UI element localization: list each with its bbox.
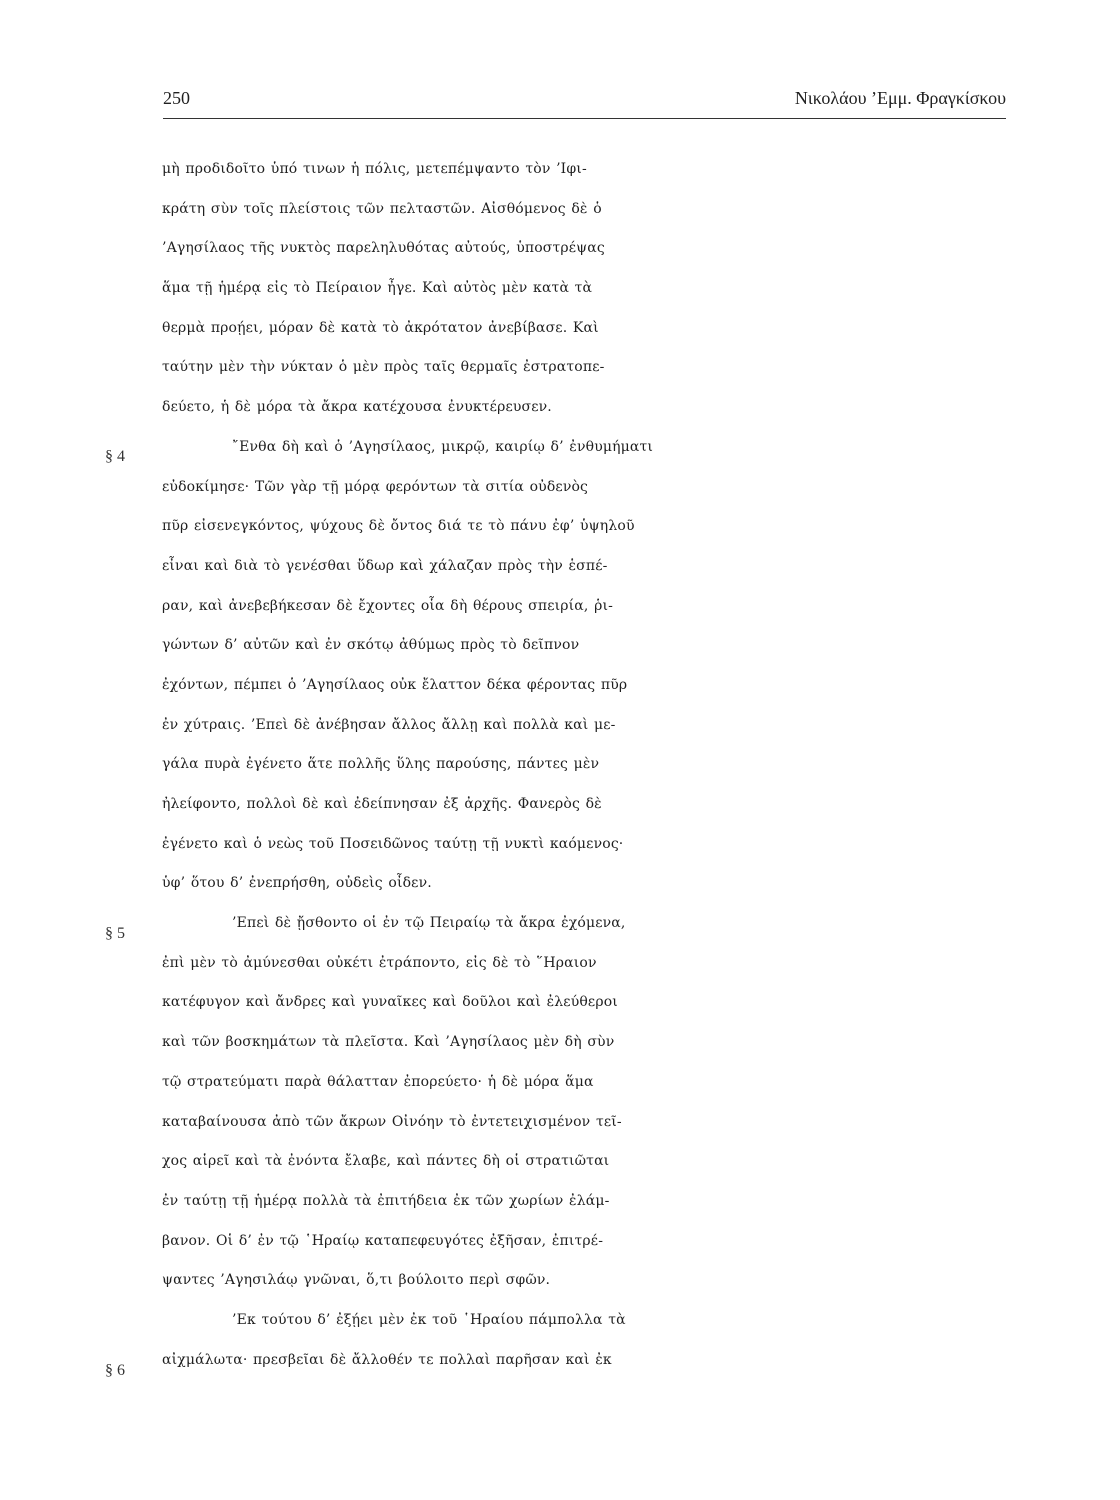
text-line: γώντων δ’ αὐτῶν καὶ ἐν σκότῳ ἀθύμως πρὸς τὸ δεῖπνον [162, 637, 580, 654]
text-line: ἐν χύτραις. ’Επεὶ δὲ ἀνέβησαν ἄλλος ἄλλῃ καὶ πολλὰ καὶ με- [162, 716, 616, 733]
body-text [162, 150, 1010, 1380]
text-line: ἐν ταύτῃ τῇ ἡμέρᾳ πολλὰ τὰ ἐπιτήδεια ἐκ τῶν χωρίων ἐλάμ- [162, 1192, 610, 1209]
text-line: ἐχόντων, πέμπει ὁ ’Αγησίλαος οὐκ ἔλαττον δέκα φέροντας πῦρ [162, 676, 628, 693]
page-number: 250 [163, 88, 190, 108]
text-line: αἰχμάλωτα· πρεσβεῖαι δὲ ἄλλοθέν τε πολλαὶ παρῆσαν καὶ ἐκ [162, 1351, 612, 1368]
text-line: ταύτην μὲν τὴν νύκταν ὁ μὲν πρὸς ταῖς θερμαῖς ἐστρατοπε- [162, 359, 605, 376]
text-line: χος αἱρεῖ καὶ τὰ ἐνόντα ἔλαβε, καὶ πάντες δὴ οἱ στρατιῶται [162, 1153, 610, 1170]
text-line: πῦρ εἰσενεγκόντος, ψύχους δὲ ὄντος διά τε τὸ πάνυ ἐφ’ ὑψηλοῦ [162, 518, 635, 535]
text-line: τῷ στρατεύματι παρὰ θάλατταν ἐπορεύετο· ἡ δὲ μόρα ἅμα [162, 1073, 594, 1090]
text-line: βανον. Οἱ δ’ ἐν τῷ ῾Ηραίῳ καταπεφευγότες ἐξῆσαν, ἐπιτρέ- [162, 1232, 604, 1249]
text-line-paragraph-start: ’Εκ τούτου δ’ ἐξῄει μὲν ἐκ τοῦ ῾Ηραίου πάμπολλα τὰ [232, 1311, 626, 1328]
text-line: ἅμα τῇ ἡμέρᾳ εἰς τὸ Πείραιον ἦγε. Καὶ αὐτὸς μὲν κατὰ τὰ [162, 280, 593, 297]
text-line: γάλα πυρὰ ἐγένετο ἅτε πολλῆς ὕλης παρούσης, πάντες μὲν [162, 756, 600, 773]
text-line: εἶναι καὶ διὰ τὸ γενέσθαι ὕδωρ καὶ χάλαζαν πρὸς τὴν ἑσπέ- [162, 557, 608, 574]
text-line-paragraph-start: ’Επεὶ δὲ ᾔσθοντο οἱ ἐν τῷ Πειραίῳ τὰ ἄκρα ἐχόμενα, [232, 915, 626, 932]
text-line: ἐπὶ μὲν τὸ ἀμύνεσθαι οὐκέτι ἐτράποντο, εἰς δὲ τὸ ῞Ηραιον [162, 954, 597, 971]
text-line: δεύετο, ἡ δὲ μόρα τὰ ἄκρα κατέχουσα ἐνυκτέρευσεν. [162, 399, 552, 416]
text-line: μὴ προδιδοῖτο ὑπό τινων ἡ πόλις, μετεπέμψαντο τὸν ’Ιφι- [162, 161, 587, 177]
text-line-paragraph-start: ῎Ενθα δὴ καὶ ὁ ’Αγησίλαος, μικρῷ, καιρίῳ δ’ ἐνθυμήματι [232, 438, 654, 455]
text-line: ὑφ’ ὅτου δ’ ἐνεπρήσθη, οὐδεὶς οἶδεν. [162, 875, 432, 892]
text-line: ἐγένετο καὶ ὁ νεὼς τοῦ Ποσειδῶνος ταύτῃ τῇ νυκτὶ καόμενος· [162, 835, 624, 852]
header-rule [163, 118, 1006, 119]
text-line: ψαντες ’Αγησιλάῳ γνῶναι, ὅ,τι βούλοιτο περὶ σφῶν. [162, 1272, 551, 1289]
text-line: ’Αγησίλαος τῆς νυκτὸς παρεληλυθότας αὐτούς, ὑποστρέψας [162, 240, 605, 257]
text-line: ραν, καὶ ἀνεβεβήκεσαν δὲ ἔχοντες οἷα δὴ θέρους σπειρία, ῥι- [162, 597, 613, 614]
running-head [163, 88, 1006, 116]
section-mark-6: § 6 [105, 1362, 125, 1379]
text-line: καταβαίνουσα ἀπὸ τῶν ἄκρων Οἰνόην τὸ ἐντετειχισμένον τεῖ- [162, 1113, 622, 1130]
text-line: κράτη σὺν τοῖς πλείστοις τῶν πελταστῶν. Αἰσθόμενος δὲ ὁ [162, 200, 602, 217]
text-line: καὶ τῶν βοσκημάτων τὰ πλεῖστα. Καὶ ’Αγησίλαος μὲν δὴ σὺν [162, 1034, 615, 1051]
section-mark-5: § 5 [105, 925, 125, 942]
text-line: κατέφυγον καὶ ἄνδρες καὶ γυναῖκες καὶ δοῦλοι καὶ ἐλεύθεροι [162, 994, 618, 1011]
text-line: εὐδοκίμησε· Τῶν γὰρ τῇ μόρᾳ φερόντων τὰ σιτία οὐδενὸς [162, 478, 589, 495]
running-title: Νικολάου ’Εμμ. Φραγκίσκου [794, 88, 1006, 108]
section-mark-4: § 4 [105, 448, 125, 465]
text-line: ἠλείφοντο, πολλοὶ δὲ καὶ ἐδείπνησαν ἐξ ἀρχῆς. Φανερὸς δὲ [162, 796, 602, 812]
text-line: θερμὰ προῄει, μόραν δὲ κατὰ τὸ ἀκρότατον ἀνεβίβασε. Καὶ [162, 319, 599, 336]
